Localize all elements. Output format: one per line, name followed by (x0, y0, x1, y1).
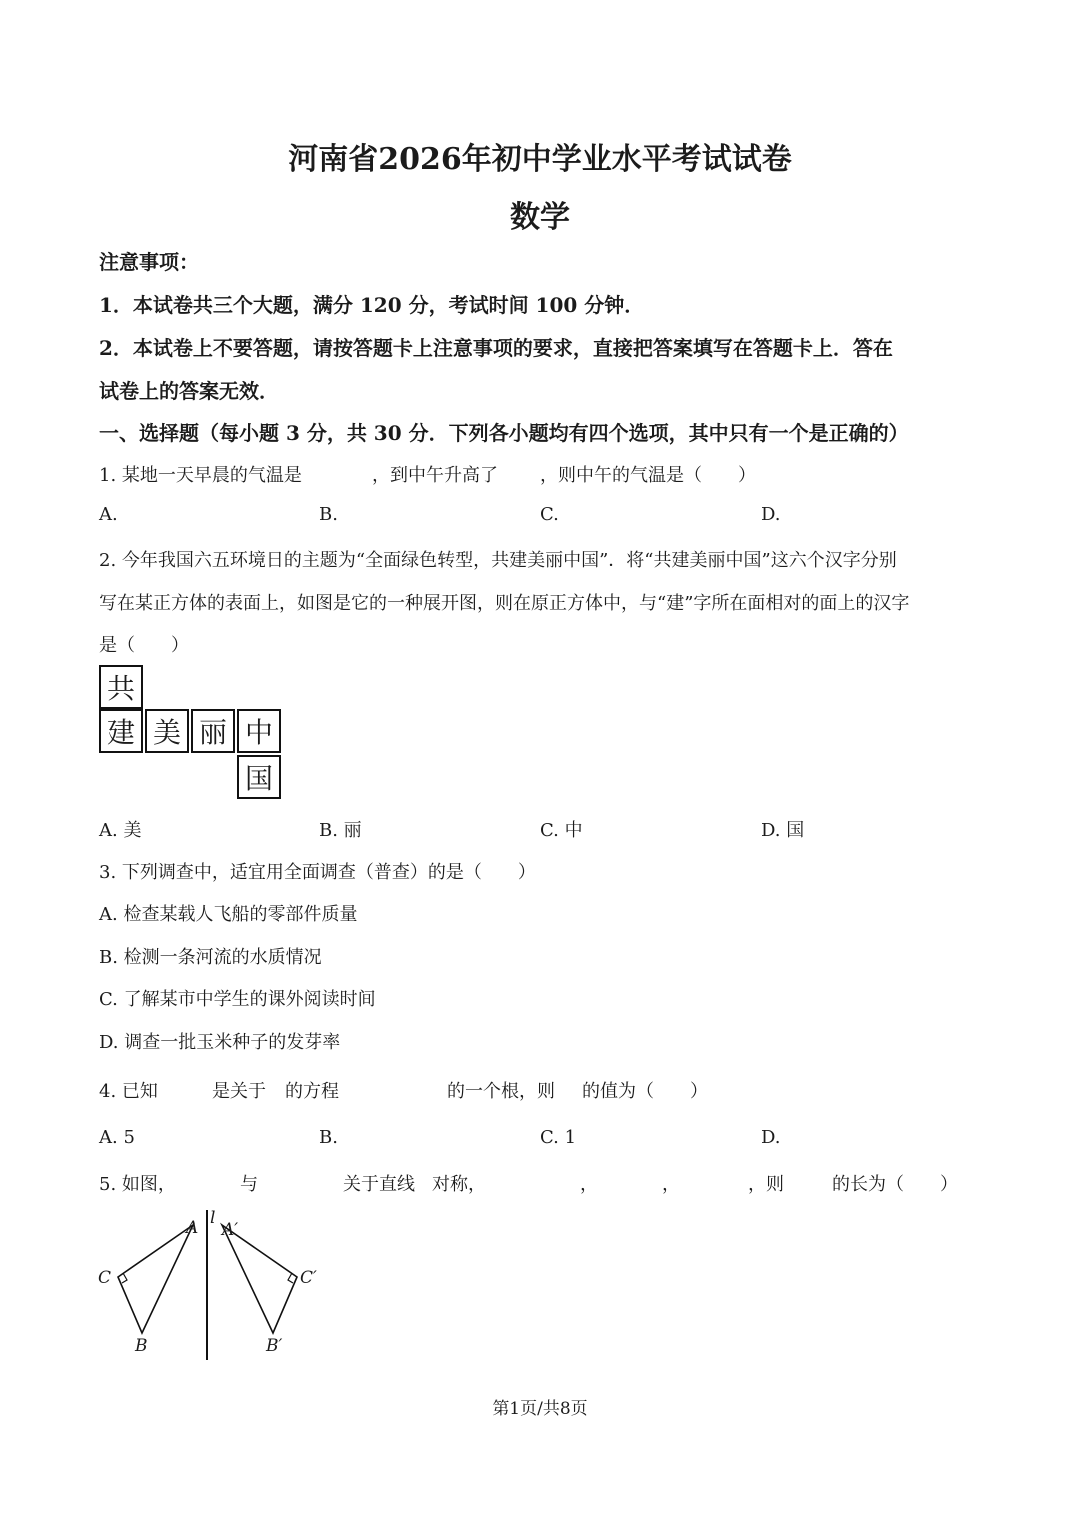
question-1-option-b: B. (319, 504, 338, 525)
notes-heading: 注意事项： (99, 250, 199, 274)
question-3-option-c: C. 了解某市中学生的课外阅读时间 (99, 989, 376, 1010)
triangle-abc-prime (222, 1225, 297, 1333)
question-5-stem-f: ， (662, 1174, 680, 1195)
question-2-line1: 2. 今年我国六五环境日的主题为“全面绿色转型，共建美丽中国”．将“共建美丽中国”这六个汉字分别 (99, 550, 897, 571)
question-2-option-b: B. 丽 (319, 820, 362, 841)
question-4-stem-c: 的方程 (285, 1081, 339, 1102)
notes-item-2-line1: 2．本试卷上不要答题，请按答题卡上注意事项的要求，直接把答案填写在答题卡上．答在 (99, 336, 893, 360)
net-cell-5: 中 (237, 709, 281, 753)
question-3-option-b: B. 检测一条河流的水质情况 (99, 947, 322, 968)
question-5-stem-e: ， (580, 1174, 598, 1195)
question-4-option-b: B. (319, 1127, 338, 1148)
question-1-stem-c: ，则中午的气温是（ ） (540, 465, 756, 486)
net-cell-1: 共 (99, 665, 143, 709)
question-4-option-c: C. 1 (540, 1127, 577, 1148)
question-5-stem-c: 关于直线 (343, 1174, 415, 1195)
question-4-stem-b: 是关于 (212, 1081, 266, 1102)
question-2-option-a: A. 美 (99, 820, 142, 841)
question-4-option-d: D. (761, 1127, 781, 1148)
notes-item-1: 1．本试卷共三个大题，满分 120 分，考试时间 100 分钟． (99, 293, 645, 317)
question-1-stem-a: 1. 某地一天早晨的气温是 (99, 465, 302, 486)
question-1-option-c: C. (540, 504, 559, 525)
question-3-option-d: D. 调查一批玉米种子的发芽率 (99, 1032, 341, 1053)
question-5-stem-g: ，则 (748, 1174, 784, 1195)
label-c-prime: C′ (300, 1268, 317, 1288)
question-5-stem-d: 对称， (432, 1174, 486, 1195)
question-5-stem-h: 的长为（ ） (832, 1174, 958, 1195)
label-a: A (186, 1218, 199, 1238)
label-l: l (210, 1208, 216, 1228)
question-4-stem-a: 4. 已知 (99, 1081, 158, 1102)
exam-subject: 数学 (510, 200, 570, 235)
question-5-stem-b: 与 (240, 1174, 258, 1195)
triangle-abc (118, 1225, 193, 1333)
exam-title: 河南省2026年初中学业水平考试试卷 (288, 142, 792, 177)
question-2-option-c: C. 中 (540, 820, 583, 841)
page-footer: 第1页/共8页 (492, 1399, 588, 1419)
net-cell-3: 美 (145, 709, 189, 753)
label-c: C (98, 1268, 112, 1288)
question-2-option-d: D. 国 (761, 820, 805, 841)
section-heading: 一、选择题（每小题 3 分，共 30 分．下列各小题均有四个选项，其中只有一个是正确的） (99, 421, 909, 445)
net-cell-2: 建 (99, 709, 143, 753)
question-3-stem: 3. 下列调查中，适宜用全面调查（普查）的是（ ） (99, 862, 536, 883)
notes-item-2-line2: 试卷上的答案无效． (99, 379, 279, 403)
label-b-prime: B′ (266, 1336, 283, 1356)
question-1-option-a: A. (99, 504, 118, 525)
question-3-option-a: A. 检查某载人飞船的零部件质量 (99, 904, 358, 925)
question-4-stem-e: 的值为（ ） (582, 1081, 708, 1102)
question-1-stem-b: ，到中午升高了 (372, 465, 498, 486)
label-b: B (135, 1336, 148, 1356)
question-1-option-d: D. (761, 504, 781, 525)
label-a-prime: A′ (222, 1220, 239, 1240)
question-4-stem-d: 的一个根，则 (447, 1081, 555, 1102)
question-2-line3: 是（ ） (99, 635, 189, 656)
question-2-line2: 写在某正方体的表面上，如图是它的一种展开图，则在原正方体中，与“建”字所在面相对的面上的汉字 (99, 593, 910, 614)
question-4-option-a: A. 5 (99, 1127, 135, 1148)
net-cell-6: 国 (237, 755, 281, 799)
net-cell-4: 丽 (191, 709, 235, 753)
symmetry-figure (90, 1205, 330, 1370)
question-5-stem-a: 5. 如图， (99, 1174, 176, 1195)
